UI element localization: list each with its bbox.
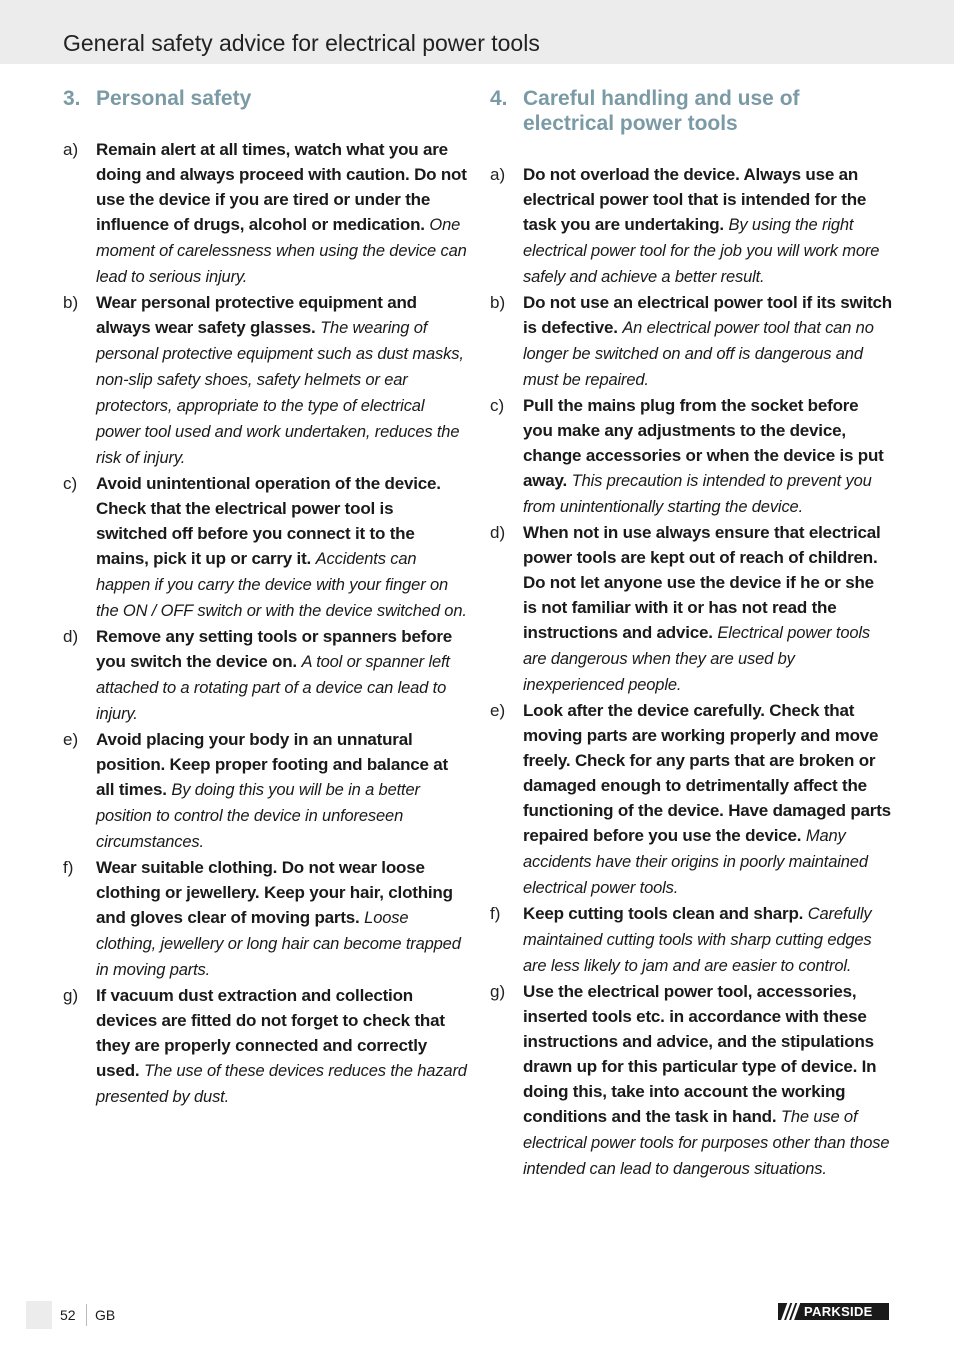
item-instruction: Remain alert at all times, watch what you are doing and always proceed with caution. Do not use the device if you are tired or under the influence of drugs, alcohol or medication. bbox=[96, 140, 467, 234]
safety-list bbox=[63, 137, 467, 1110]
item-label: g) bbox=[63, 986, 79, 1005]
item-label: f) bbox=[490, 904, 501, 923]
item-label: e) bbox=[490, 701, 506, 720]
item-instruction: Avoid unintentional operation of the device. Check that the electrical power tool is switched off before you connect it to the mains, pick it up or carry it. bbox=[96, 474, 441, 568]
item-instruction: If vacuum dust extraction and collection devices are fitted do not forget to check that they are properly connected and correctly used. bbox=[96, 986, 445, 1080]
item-label: c) bbox=[63, 474, 78, 493]
parkside-logo bbox=[778, 1303, 889, 1320]
list-item bbox=[63, 137, 467, 290]
item-explanation: An electrical power tool that can no longer be switched on and off is dangerous and must be repaired. bbox=[523, 319, 874, 389]
item-label: a) bbox=[490, 165, 506, 184]
list-item bbox=[490, 393, 892, 520]
item-explanation: This precaution is intended to prevent you from unintentionally starting the device. bbox=[523, 472, 872, 516]
language-code: GB bbox=[95, 1307, 116, 1323]
list-item bbox=[490, 290, 892, 393]
item-label: a) bbox=[63, 140, 79, 159]
page-header bbox=[0, 0, 954, 64]
list-item bbox=[490, 162, 892, 290]
section-number: 4. bbox=[490, 87, 508, 110]
list-item bbox=[490, 901, 892, 979]
item-instruction: Use the electrical power tool, accessories, inserted tools etc. in accordance with these instructions and advice, and the stipulations drawn up for this particular type of device. In doing this, take into account the working conditions and the task in hand. bbox=[523, 982, 877, 1126]
brand-name: PARKSIDE bbox=[804, 1304, 873, 1319]
item-explanation: Electrical power tools are dangerous when they are used by inexperienced people. bbox=[523, 624, 870, 694]
item-explanation: Loose clothing, jewellery or long hair can become trapped in moving parts. bbox=[96, 909, 461, 979]
item-explanation: By doing this you will be in a better position to control the device in unforeseen circumstances. bbox=[96, 781, 420, 851]
page-number: 52 bbox=[60, 1307, 76, 1323]
page-title: General safety advice for electrical power tools bbox=[63, 30, 540, 56]
item-explanation: A tool or spanner left attached to a rotating part of a device can lead to injury. bbox=[96, 653, 450, 723]
list-item bbox=[63, 624, 467, 727]
item-label: d) bbox=[490, 523, 506, 542]
item-instruction: Do not overload the device. Always use an electrical power tool that is intended for the task you are undertaking. bbox=[523, 165, 867, 234]
item-label: e) bbox=[63, 730, 79, 749]
item-instruction: Remove any setting tools or spanners before you switch the device on. bbox=[96, 627, 453, 671]
item-instruction: Keep cutting tools clean and sharp. bbox=[523, 904, 804, 923]
item-explanation: The use of these devices reduces the hazard presented by dust. bbox=[96, 1062, 467, 1106]
item-label: b) bbox=[490, 293, 506, 312]
section-number: 3. bbox=[63, 87, 81, 110]
item-instruction: Pull the mains plug from the socket before you make any adjustments to the device, change accessories or when the device is put away. bbox=[523, 396, 884, 490]
section-title: Careful handling and use of electrical power tools bbox=[523, 87, 800, 135]
item-explanation: Carefully maintained cutting tools with sharp cutting edges are less likely to jam and are easier to control. bbox=[523, 905, 872, 975]
logo-stripes-icon bbox=[778, 1303, 800, 1320]
item-instruction: Wear suitable clothing. Do not wear loose clothing or jewellery. Keep your hair, clothing and gloves clear of moving parts. bbox=[96, 858, 453, 927]
item-explanation: The use of electrical power tools for purposes other than those intended can lead to dangerous situations. bbox=[523, 1108, 890, 1178]
item-label: c) bbox=[490, 396, 505, 415]
list-item bbox=[63, 727, 467, 855]
list-item bbox=[490, 520, 892, 698]
list-item bbox=[63, 855, 467, 983]
item-instruction: Look after the device carefully. Check that moving parts are working properly and move freely. Check for any parts that are broken or damaged enough to detrimentally affect the functioning of the device. Have damaged parts repaired before you use the device. bbox=[523, 701, 891, 845]
item-explanation: By using the right electrical power tool for the job you will work more safely and achieve a better result. bbox=[523, 216, 880, 286]
footer-tab bbox=[26, 1301, 52, 1329]
footer-divider bbox=[86, 1304, 87, 1326]
item-label: g) bbox=[490, 982, 506, 1001]
item-explanation: The wearing of personal protective equipment such as dust masks, non-slip safety shoes, safety helmets or ear protectors, appropriate to the type of electrical power tool used and work undertaken, reduces the risk of injury. bbox=[96, 319, 464, 467]
list-item bbox=[63, 983, 467, 1110]
section-heading bbox=[63, 86, 251, 111]
section-title: Personal safety bbox=[96, 87, 252, 110]
item-explanation: Many accidents have their origins in poorly maintained electrical power tools. bbox=[523, 827, 868, 897]
item-label: b) bbox=[63, 293, 79, 312]
list-item bbox=[490, 979, 892, 1182]
item-explanation: One moment of carelessness when using the device can lead to serious injury. bbox=[96, 216, 467, 286]
item-label: f) bbox=[63, 858, 74, 877]
safety-list bbox=[490, 162, 892, 1182]
item-label: d) bbox=[63, 627, 79, 646]
list-item bbox=[63, 290, 467, 471]
item-instruction: Wear personal protective equipment and always wear safety glasses. bbox=[96, 293, 417, 337]
item-instruction: When not in use always ensure that electrical power tools are kept out of reach of children. Do not let anyone use the device if he or she is not familiar with it or has not read the instructions and advice. bbox=[523, 523, 881, 642]
section-heading bbox=[490, 86, 892, 136]
item-explanation: Accidents can happen if you carry the device with your finger on the ON / OFF switch or with the device switched on. bbox=[96, 550, 467, 620]
item-instruction: Do not use an electrical power tool if its switch is defective. bbox=[523, 293, 892, 337]
item-instruction: Avoid placing your body in an unnatural position. Keep proper footing and balance at all times. bbox=[96, 730, 449, 799]
list-item bbox=[490, 698, 892, 901]
list-item bbox=[63, 471, 467, 624]
